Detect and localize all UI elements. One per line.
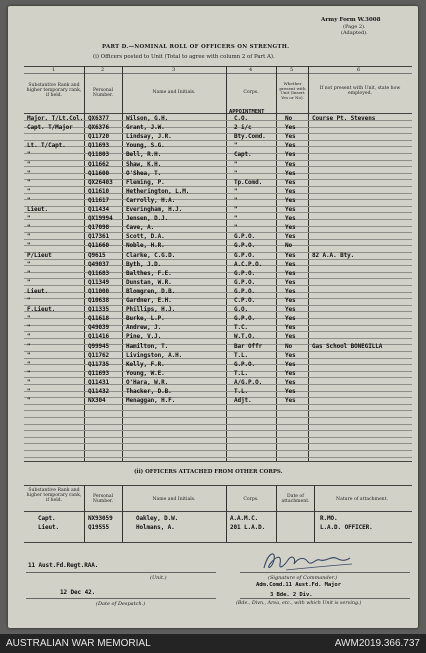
cell-corps: " [234,197,238,204]
cell-name: Young, W.E. [126,370,165,377]
cell-corps: Capt. [234,151,252,158]
cell-name: Hetherington, L.M. [126,188,190,195]
cell-corps: A.C.P.O. [234,261,263,268]
cell-present: Yes [285,324,296,331]
col-divider-4 [276,66,277,461]
col-number-6: 6 [357,67,361,73]
cell-present: Yes [285,206,296,213]
row-rule [24,318,412,319]
row-rule [24,305,412,306]
row-rule [24,384,412,385]
cell-rank: " [27,370,31,377]
cell-rank: " [27,397,31,404]
cell-corps: G.P.O. [234,242,256,249]
row-rule [24,199,412,200]
cell-name: Shaw, K.H. [126,161,162,168]
attached-cell-corps: 201 L.A.D. [230,524,266,531]
cell-present: Yes [285,188,296,195]
cell-corps: " [234,206,238,213]
attached-cell-nature: R.MO. [320,515,338,522]
row-rule [24,371,412,372]
cell-name: Everingham, H.J. [126,206,183,213]
cell-corps: G.O. [234,306,249,313]
row-rule [24,443,412,444]
cell-number: Q9615 [88,252,106,259]
cell-number: Q11662 [88,161,110,168]
col-header-present: Whether present with Unit (Insert Yes or No). [279,81,306,100]
row-rule [24,325,412,326]
cell-name: Balthes, F.E. [126,270,172,277]
table-top-border [24,66,412,67]
cell-corps: G.P.O. [234,252,256,259]
cell-present: Yes [285,224,296,231]
form-name: Army Form W.3008 [321,17,381,23]
cell-number: QX6376 [88,124,110,131]
date-label: (Date of Despatch.) [96,601,146,607]
cell-rank: " [27,242,31,249]
cell-remarks: 82 A.A. Bty. [312,252,355,259]
cell-rank: " [27,224,31,231]
cell-corps: C.P.O. [234,297,256,304]
cell-number: QX26403 [88,179,113,186]
table2-top-border [24,485,412,486]
cell-present: Yes [285,151,296,158]
cell-present: Yes [285,261,296,268]
cell-name: Thacker, D.B. [126,388,172,395]
cell-rank: " [27,270,31,277]
cell-corps: T.L. [234,388,249,395]
cell-present: Yes [285,270,296,277]
unit-rule [26,572,216,573]
cell-number: Q49037 [88,261,110,268]
cell-corps: " [234,161,238,168]
bde-rule [240,598,410,599]
cell-present: Yes [285,297,296,304]
attached-cell-name: Holmans, A. [136,524,175,531]
cell-number: Q17098 [88,224,110,231]
row-rule [24,404,412,405]
cell-name: Gardner, E.H. [126,297,172,304]
cell-corps: G.P.O. [234,233,256,240]
row-rule [24,193,412,194]
row-rule [24,173,412,174]
row-rule [24,351,412,352]
cell-name: Pine, V.J. [126,333,162,340]
t2-header-number: Personal Number. [92,494,114,504]
col-number-3: 3 [172,67,176,73]
row-rule [24,245,412,246]
col-header-number: Personal Number. [92,88,114,98]
row-rule [24,437,412,438]
commander-value: Adm.Comd.11 Aust.Fd. Major [256,582,341,588]
cell-present: Yes [285,306,296,313]
cell-corps: T.L. [234,370,249,377]
row-rule [24,377,412,378]
col-header-name: Name and Initials. [152,90,196,95]
cell-present: Yes [285,315,296,322]
row-rule [24,206,412,207]
bde-value: 3 Bde. 2 Div. [270,592,313,598]
col-number-2: 2 [101,67,105,73]
cell-rank: " [27,315,31,322]
cell-rank: Lt. T/Capt. [27,142,66,149]
cell-corps: Adjt. [234,397,252,404]
cell-present: Yes [285,279,296,286]
col-number-1: 1 [52,67,56,73]
row-rule [24,410,412,411]
cell-corps: G.P.O. [234,288,256,295]
cell-number: Q11617 [88,197,110,204]
bde-label: (Bde., Divn., Area, etc., with which Unit is serving.) [236,601,362,606]
cell-rank: " [27,343,31,350]
col-number-4: 4 [249,67,253,73]
cell-name: Noble, H.R. [126,242,165,249]
cell-number: Q11735 [88,361,110,368]
archive-footer-bar [0,634,426,653]
t2-divider-1 [84,485,85,542]
cell-corps: Tp.Comd. [234,179,263,186]
archive-name: AUSTRALIAN WAR MEMORIAL [6,638,151,649]
col-divider-3 [226,66,227,461]
row-rule [24,127,412,128]
cell-present: Yes [285,179,296,186]
cell-rank: " [27,279,31,286]
cell-rank: Lieut. [27,206,49,213]
cell-number: Q11600 [88,170,110,177]
cell-rank: " [27,324,31,331]
table2-bottom-border [24,542,412,543]
cell-present: Yes [285,233,296,240]
cell-present: Yes [285,361,296,368]
cell-present: Yes [285,215,296,222]
cell-number: NX304 [88,397,106,404]
cell-name: Young, S.G. [126,142,165,149]
cell-corps: A/G.P.O. [234,379,263,386]
cell-name: Scott, D.A. [126,233,165,240]
cell-corps: 2 i/c [234,124,252,131]
attached-cell-name: Oakley, D.W. [136,515,179,522]
row-rule [24,457,412,458]
cell-corps: W.T.O. [234,333,256,340]
unit-value: 11 Aust.Fd.Regt.RAA. [28,562,99,569]
row-rule [24,338,412,339]
cell-corps: T.L. [234,352,249,359]
attached-cell-number: Q19555 [88,524,110,531]
cell-number: Q11434 [88,206,110,213]
appointment-label: APPOINTMENT [229,109,265,115]
cell-corps: Bty.Comd. [234,133,266,140]
cell-number: QX19994 [88,215,113,222]
cell-number: Q11720 [88,133,110,140]
t2-header-nature: Nature of attachment. [336,497,388,502]
cell-rank: " [27,297,31,304]
cell-rank: " [27,379,31,386]
cell-number: Q10638 [88,297,110,304]
cell-corps: " [234,142,238,149]
t2-divider-5 [314,485,315,542]
cell-number: Q11762 [88,352,110,359]
date-value: 12 Dec 42. [60,589,96,596]
cell-number: Q11431 [88,379,110,386]
cell-corps: G.P.O. [234,361,256,368]
cell-corps: " [234,188,238,195]
row-rule [24,239,412,240]
row-rule [24,450,412,451]
row-rule [24,364,412,365]
row-rule [24,179,412,180]
cell-rank: " [27,388,31,395]
cell-name: Burke, L.P. [126,315,165,322]
row-rule [24,146,412,147]
part-title: PART D.—NOMINAL ROLL OF OFFICERS ON STRENGTH. [102,44,290,50]
cell-number: Q49039 [88,324,110,331]
row-rule [24,133,412,134]
cell-name: Lindsay, J.R. [126,133,172,140]
cell-present: Yes [285,142,296,149]
cell-rank: Lieut. [27,288,49,295]
cell-name: Cave, A. [126,224,155,231]
col-number-5: 5 [290,67,294,73]
cell-number: Q11349 [88,279,110,286]
cell-name: Fleming, P. [126,179,165,186]
cell-present: Yes [285,197,296,204]
row-rule [24,417,412,418]
section1-title: (i) Officers posted to Unit (Total to agree with column 2 of Part A). [93,54,275,60]
row-rule [24,397,412,398]
cell-number: Q99945 [88,343,110,350]
cell-number: Q11693 [88,370,110,377]
form-adapted: (Adapted). [341,30,368,36]
table2-header-border [24,511,412,512]
row-rule [24,358,412,359]
cell-number: Q11610 [88,188,110,195]
cell-name: Carrolly, H.A. [126,197,176,204]
col-header-corps: Corps. [243,90,259,95]
cell-name: Wilson, G.H. [126,115,169,122]
cell-rank: Capt. T/Major [27,124,73,131]
row-rule [24,424,412,425]
attached-cell-nature: L.A.D. OFFICER. [320,524,373,531]
cell-number: Q11432 [88,388,110,395]
cell-rank: " [27,352,31,359]
attached-cell-number: NX93059 [88,515,113,522]
t2-divider-4 [276,485,277,542]
cell-number: Q11803 [88,151,110,158]
section2-title: (ii) OFFICERS ATTACHED FROM OTHER CORPS. [134,469,283,475]
t2-header-name: Name and Initials. [152,497,196,502]
cell-remarks: Gas School BONEGILLA [312,343,383,350]
cell-number: Q11000 [88,288,110,295]
col-header-rank: Substantive Rank and higher temporary rank, if held. [26,83,82,98]
row-rule [24,265,412,266]
col-divider-1 [84,66,85,461]
cell-name: Jensen, D.J. [126,215,169,222]
cell-rank: " [27,170,31,177]
cell-present: Yes [285,370,296,377]
cell-present: No [285,242,293,249]
cell-number: Q11335 [88,306,110,313]
cell-present: Yes [285,124,296,131]
col-divider-5 [308,66,309,461]
cell-corps: C.O. [234,115,249,122]
row-rule [24,160,412,161]
cell-corps: " [234,215,238,222]
cell-number: Q11683 [88,270,110,277]
table-bottom-border [24,461,412,462]
cell-name: Clarke, C.G.D. [126,252,176,259]
cell-present: Yes [285,388,296,395]
cell-number: QX6377 [88,115,110,122]
cell-present: Yes [285,379,296,386]
cell-remarks: Course Pt. Stevens [312,115,376,122]
cell-present: Yes [285,397,296,404]
row-rule [24,391,412,392]
date-rule [26,598,216,599]
cell-rank: " [27,151,31,158]
cell-corps: " [234,224,238,231]
cell-name: Phillips, H.J. [126,306,176,313]
cell-corps: G.P.O. [234,315,256,322]
row-rule [24,331,412,332]
cell-name: O'Hara, W.R. [126,379,169,386]
attached-cell-rank: Capt. [38,515,56,522]
cell-number: Q17361 [88,233,110,240]
cell-rank: P/Lieut [27,252,52,259]
cell-present: Yes [285,161,296,168]
row-rule [24,292,412,293]
cell-rank: " [27,161,31,168]
cell-number: Q11660 [88,242,110,249]
cell-number: Q11416 [88,333,110,340]
cell-present: Yes [285,252,296,259]
cell-corps: G.P.O. [234,270,256,277]
row-rule [24,212,412,213]
commander-label: (Signature of Commander.) [268,575,338,581]
row-rule [24,272,412,273]
cell-name: Hamilton, T. [126,343,169,350]
unit-label: (Unit.) [150,575,167,581]
col-header-remarks: If not present with Unit, state how employed. [319,86,401,96]
cell-present: Yes [285,288,296,295]
cell-rank: " [27,215,31,222]
row-rule [24,226,412,227]
column-number-rule [24,73,412,74]
cell-rank: " [27,179,31,186]
row-rule [24,166,412,167]
attached-cell-corps: A.A.M.C. [230,515,259,522]
t2-divider-2 [122,485,123,542]
row-rule [24,186,412,187]
cell-rank: " [27,333,31,340]
cell-name: Dunstan, W.R. [126,279,172,286]
row-rule [24,259,412,260]
cell-rank: " [27,233,31,240]
cell-name: O'Shea, T. [126,170,162,177]
cell-name: Grant, J.W. [126,124,165,131]
cell-name: Kelly, F.R. [126,361,165,368]
cell-name: Andrew, J. [126,324,162,331]
t2-divider-3 [226,485,227,542]
cell-rank: " [27,261,31,268]
t2-header-rank: Substantive Rank and higher temporary rank, if held. [26,488,82,503]
cell-number: Q11618 [88,315,110,322]
row-rule [24,232,412,233]
cell-name: Menaggan, H.F. [126,397,176,404]
cell-rank: Major. T/Lt.Col. [27,115,84,122]
cell-corps: G.P.O. [234,279,256,286]
cell-rank: " [27,197,31,204]
form-page: (Page 2). [343,24,366,30]
cell-name: Livingston, A.H. [126,352,183,359]
row-rule [24,278,412,279]
cell-present: No [285,343,293,350]
t2-header-corps: Corps. [243,497,259,502]
cell-rank: F.Lieut. [27,306,56,313]
document-page [8,6,418,628]
cell-name: Byth, J.D. [126,261,162,268]
attached-cell-rank: Lieut. [38,524,60,531]
cell-name: Blomgren, D.B. [126,288,176,295]
cell-present: Yes [285,133,296,140]
t2-header-date: Date of attachment. [281,494,310,504]
row-rule [24,311,412,312]
archive-id: AWM2019.366.737 [334,638,420,649]
cell-rank: " [27,188,31,195]
commander-rule [240,572,410,573]
row-rule [24,219,412,220]
cell-present: No [285,115,293,122]
row-rule [24,153,412,154]
row-rule [24,140,412,141]
cell-corps: T.C. [234,324,249,331]
row-rule [24,298,412,299]
cell-rank: " [27,361,31,368]
cell-present: Yes [285,352,296,359]
row-rule [24,430,412,431]
cell-corps: " [234,170,238,177]
col-divider-2 [122,66,123,461]
cell-corps: Bar Offr [234,343,263,350]
cell-name: Bell, R.H. [126,151,162,158]
cell-number: Q11693 [88,142,110,149]
cell-present: Yes [285,170,296,177]
row-rule [24,285,412,286]
cell-present: Yes [285,333,296,340]
header-bottom-border [24,113,412,114]
